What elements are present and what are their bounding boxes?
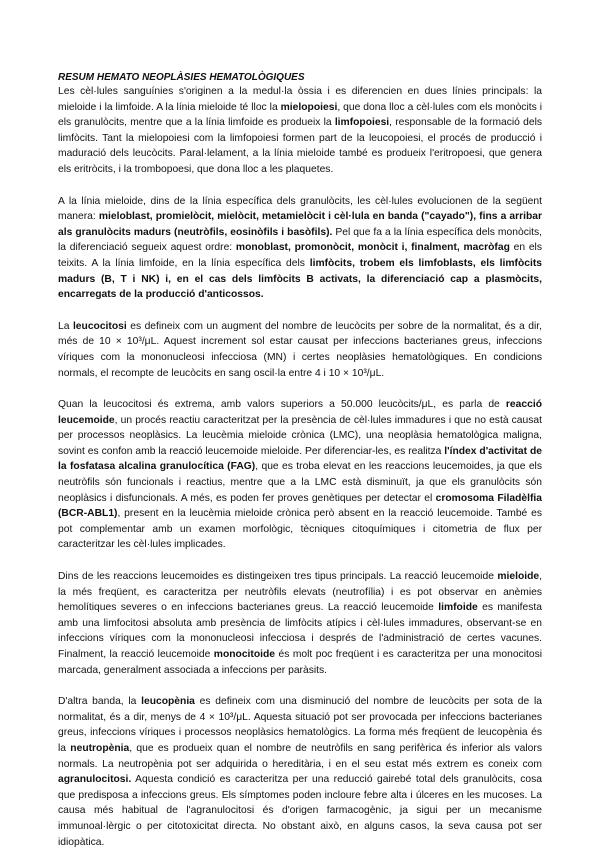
bold-term: limfoide <box>438 602 478 614</box>
bold-term: mieloblast, promielòcit, mielòcit, metamielòcit i cèl·lula en banda ("cayado"), fins a arribar als granulòcits madurs (neutròfils, eosinòfils i basòfils). <box>58 211 543 238</box>
document-title: RESUM HEMATO NEOPLÀSIES HEMATOLÒGIQUES <box>58 72 305 83</box>
text-run: , que es troba elevat en les reaccions leucemoides, ja que els neutròfils són funcionals i reactius, mentre que a la LMC està disminuït, ja que els granulòcits són neoplàsics i disfuncionals. A més, es poden fer proves genètiques per detectar el <box>58 461 542 504</box>
paragraph <box>58 319 542 381</box>
text-run: es manifesta amb una limfocitosi absoluta amb presència de limfòcits atípics i cèl·lules immadures, observant-se en infeccions víriques com la mononucleosi infecciosa i després de l'administració de certes vacunes. Finalment, la reacció leucemoide <box>58 602 542 660</box>
bold-term: cromosoma Filadèlfia (BCR-ABL1) <box>58 492 542 520</box>
bold-term: l'índex d'activitat de la fosfatasa alcalina granulocítica (FAG) <box>58 445 542 473</box>
text-run: D'altra banda, la <box>58 696 142 708</box>
paragraph <box>58 569 542 678</box>
text-run: A la línia mieloide, dins de la línia específica dels granulòcits, les cèl·lules evolucionen de la següent manera: <box>58 195 542 223</box>
bold-term: mielopoiesi <box>280 101 338 113</box>
text-run: en els teixits. A la línia limfoide, en la línia específica dels <box>58 242 542 269</box>
text-run: , que es produeix quan el nombre de neutròfils en sang perifèrica és inferior als valors normals. La neutropènia pot ser adquirida o hereditària, i en el seu estat més extrem es coneix com <box>58 742 542 770</box>
text-run: , responsable de la formació dels limfòcits. Tant la mielopoiesi com la limfopoiesi formen part de la leucopoiesi, el procés de producció i maduració dels leucòcits. Paral·lelament, a la línia mieloide també es produeix l'eritropoesi, que genera els eritròcits, i la trombopoesi, que dona lloc a les plaquetes. <box>58 117 543 175</box>
text-run: , present en la leucèmia mieloide crònica però absent en la reacció leucemoide. També es pot complementar amb un examen morfològic, tècniques citoquímiques i citometria de flux per caracteritzar les cèl·lules implicades. <box>58 508 542 551</box>
text-run: , la més freqüent, es caracteritza per neutròfils elevats (neutrofília) i es pot observar en anèmies hemolítiques severes o en infeccions bacterianes greus. La reacció leucemoide <box>58 571 542 614</box>
text-run: es defineix com un augment del nombre de leucòcits per sobre de la normalitat, és a dir, més de 10 × 10³/μL. Aquest increment sol estar causat per infeccions bacterianes greus, infeccions víriques com la mononucleosi infecciosa (MN) i certes neoplàsies hematològiques. En condicions normals, el recompte de leucòcits en sang oscil·la entre 4 i 10 × 10³/μL. <box>58 320 542 379</box>
bold-term: monocitoide <box>213 649 276 660</box>
bold-term: leucocitosi <box>72 320 127 332</box>
bold-term: limfopoiesi <box>334 117 390 129</box>
paragraph <box>58 397 542 553</box>
text-run: , un procés reactiu caracteritzat per la presència de cèl·lules immadures i que no està causat per processos neoplàsics. La leucèmia mieloide crònica (LMC), una neoplàsia hematològica maligna, sovint es confon amb la reacció leucemoide mieloide. Per diferenciar-les, es realitza <box>58 414 542 457</box>
text-run: , que dona lloc a cèl·lules com els monòcits i els granulòcits, mentre que a la línia limfoide es produeix la <box>58 101 543 129</box>
paragraph <box>58 194 542 303</box>
bold-term: mieloide <box>497 571 540 583</box>
bold-term: neutropènia <box>70 742 130 754</box>
paragraph <box>58 84 542 178</box>
text-run: és molt poc freqüent i es caracteritza per una monocitosi marcada, generalment associada a infeccions per paràsits. <box>58 649 543 676</box>
text-run: Pel que fa a la línia específica dels monòcits, la diferenciació segueix aquest ordre: <box>58 226 542 254</box>
text-run: Les cèl·lules sanguínies s'originen a la medul·la òssia i es diferencien en dues línies principals: la mieloide i la limfoide. A la línia mieloide té lloc la <box>58 86 542 113</box>
text-run: La <box>58 320 73 332</box>
bold-term: leucopènia <box>141 696 195 708</box>
bold-term: agranulocitosi. <box>58 774 132 786</box>
bold-term: limfòcits, trobem els limfoblasts, els limfòcits madurs (B, T i NK) i, en el cas dels limfòcits B activats, la diferenciació cap a plasmòcits, encarregats de la producció d'anticossos. <box>58 257 542 301</box>
text-run: Quan la leucocitosi és extrema, amb valors superiors a 50.000 leucòcits/μL, es parla de <box>58 399 506 411</box>
text-run: Dins de les reaccions leucemoides es distingeixen tres tipus principals. La reacció leucemoide <box>58 571 498 583</box>
paragraph <box>58 694 542 850</box>
text-run: Aquesta condició es caracteritza per una reducció gairebé total dels granulòcits, cosa que predisposa a infeccions greus. Els símptomes poden incloure febre alta i úlceres en les mucoses. La causa més habitual de l'agranulocitosi és d'origen farmacogènic, ja sigui per un mecanisme immunoal·lèrgic o per citotoxicitat directa. No obstant això, en alguns casos, la seva causa pot ser idiopàtica. <box>58 774 542 848</box>
text-run: es defineix com una disminució del nombre de leucòcits per sota de la normalitat, és a dir, menys de 4 × 10³/μL. Aquesta situació pot ser provocada per infeccions bacterianes greus, infeccions víriques i processos neoplàsics hematològics. La forma més freqüent de leucopènia és la <box>58 696 542 754</box>
bold-term: monoblast, promonòcit, monòcit i, finalment, macròfag <box>235 242 510 254</box>
bold-term: reacció leucemoide <box>58 399 542 426</box>
document-body <box>58 84 542 850</box>
